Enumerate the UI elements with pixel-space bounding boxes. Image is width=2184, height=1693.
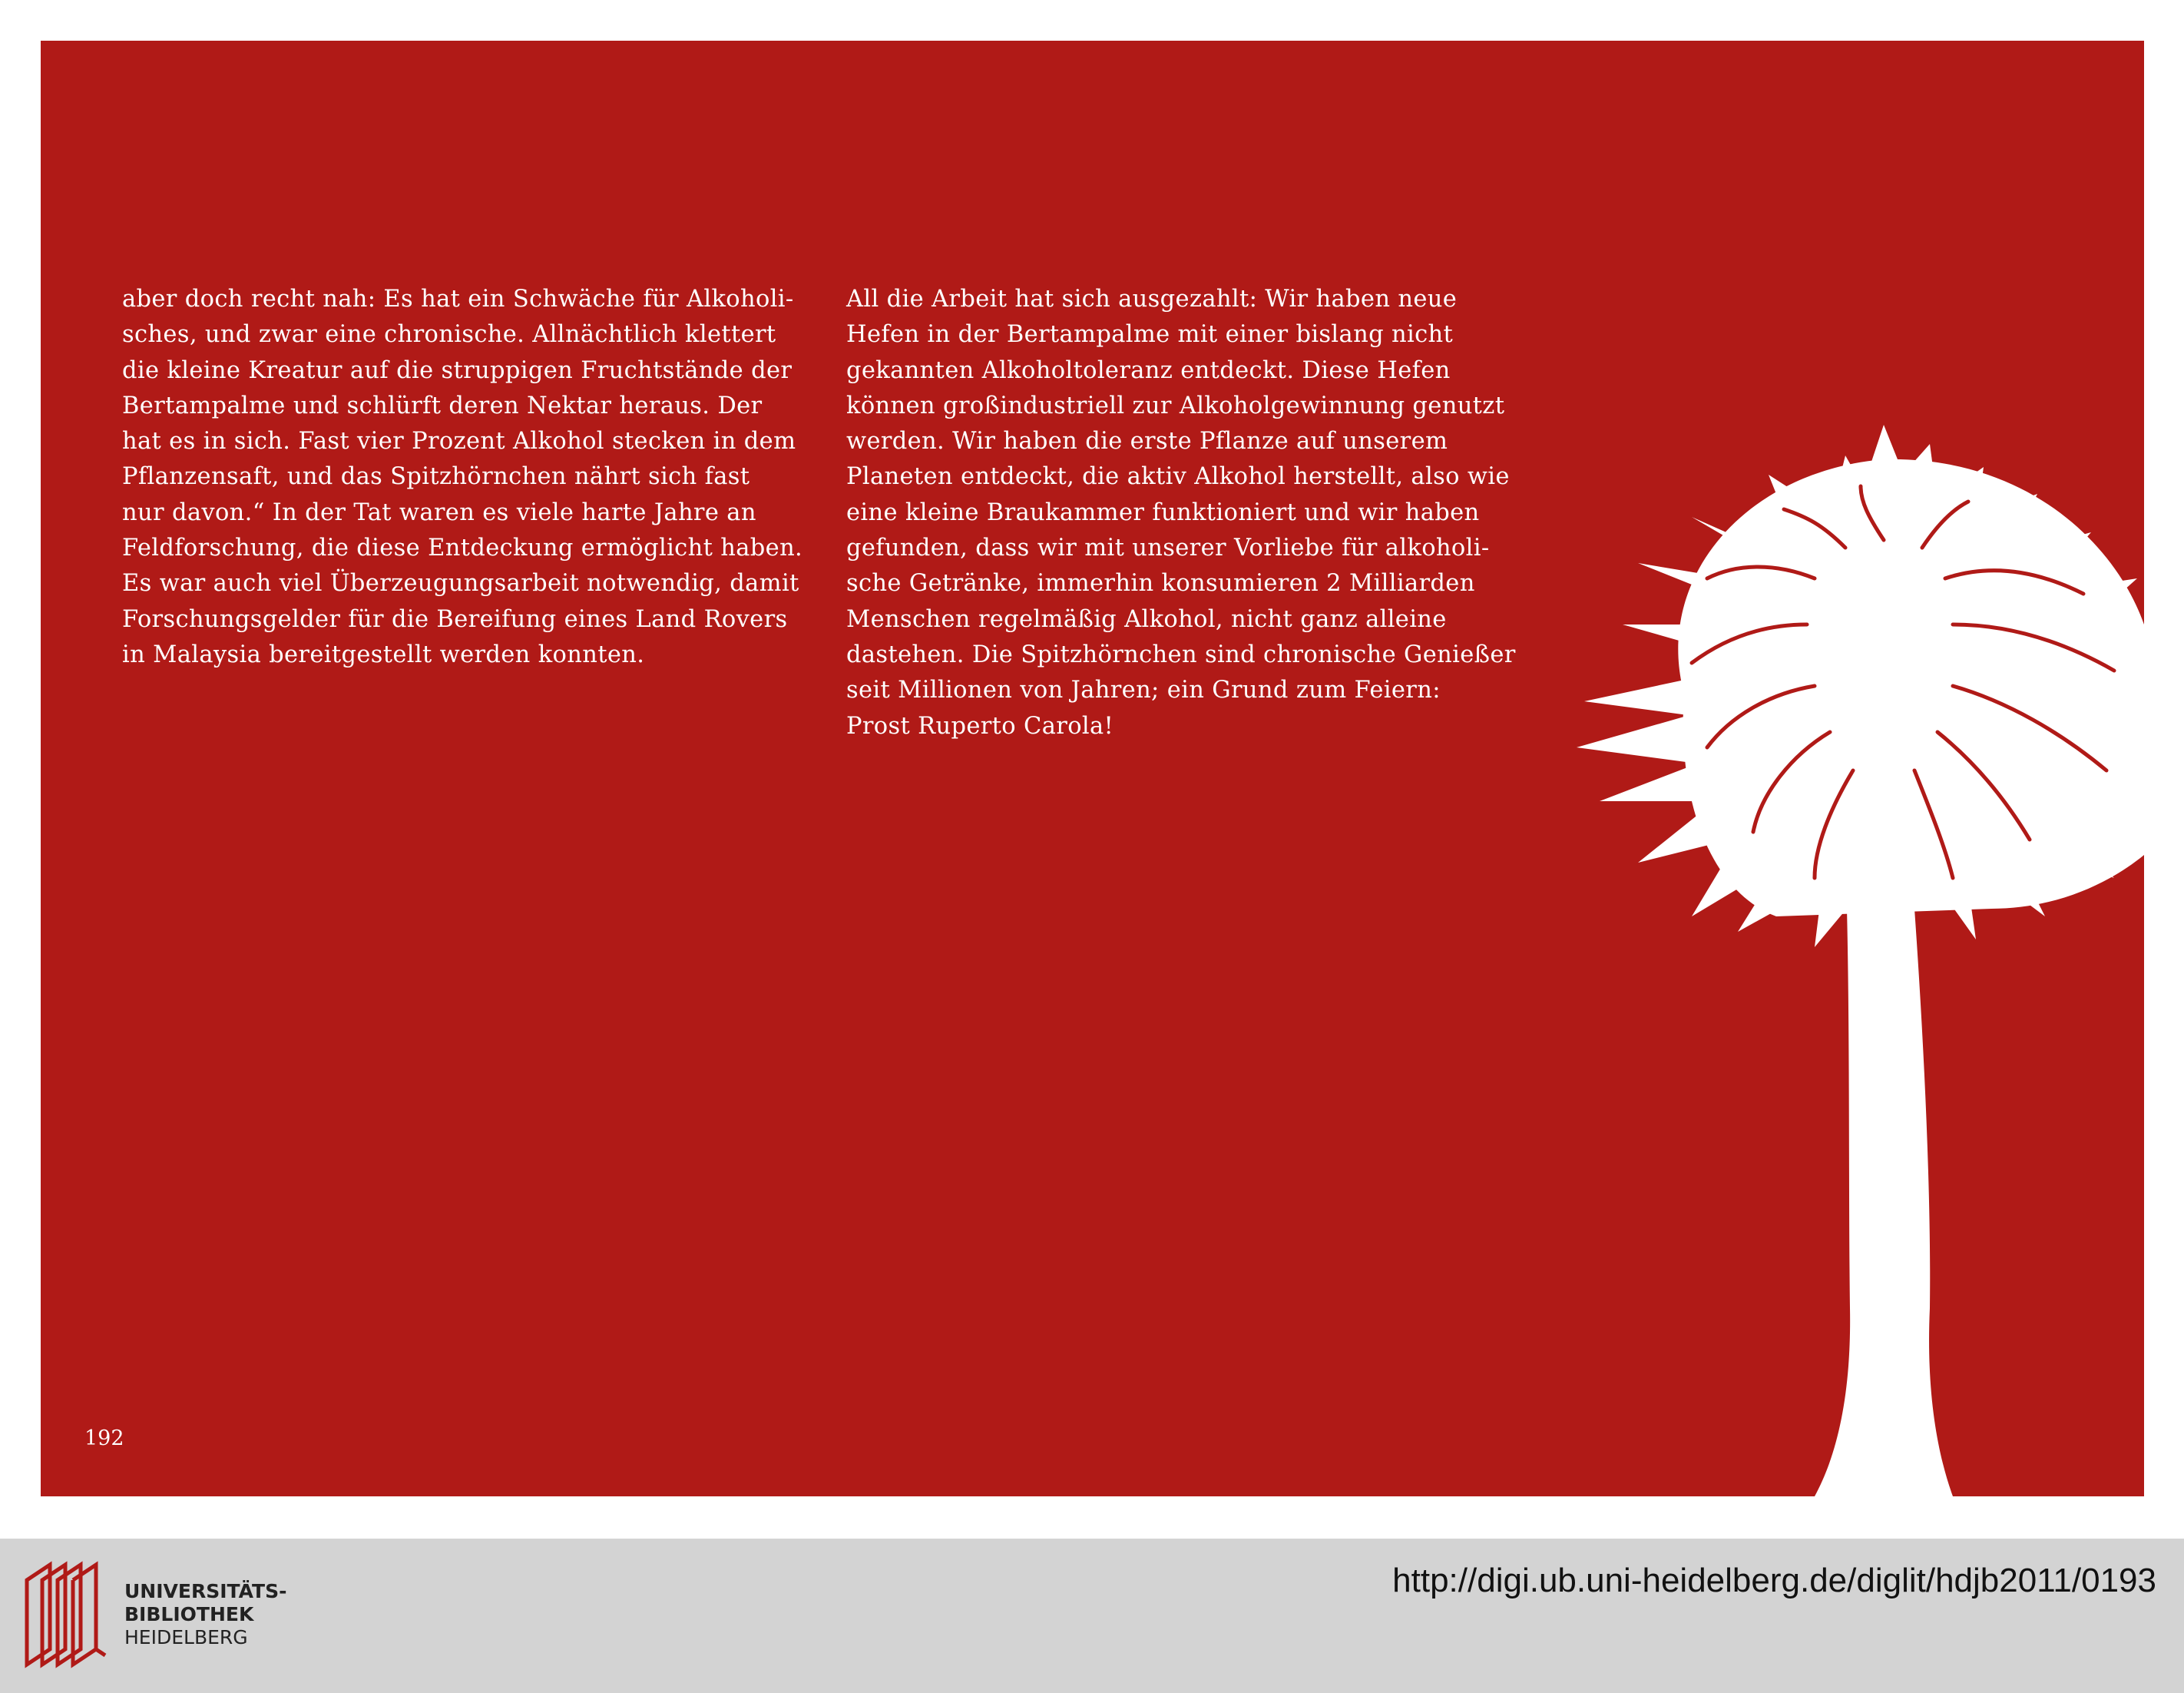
text-line: All die Arbeit hat sich ausgezahlt: Wir haben neue [846, 286, 1458, 313]
text-line: gefunden, dass wir mit unserer Vorliebe für alkoholi- [846, 535, 1490, 562]
text-line: in Malaysia bereitgestellt werden konnten. [122, 641, 645, 668]
text-line: Pflanzensaft, und das Spitzhörnchen nährt sich fast [122, 463, 750, 491]
text-line: Menschen regelmäßig Alkohol, nicht ganz alleine [846, 605, 1447, 633]
text-line: seit Millionen von Jahren; ein Grund zum Feiern: [846, 677, 1441, 704]
text-line: sches, und zwar eine chronische. Allnächtlich klettert [122, 321, 776, 349]
text-line: dastehen. Die Spitzhörnchen sind chronische Genießer [846, 641, 1516, 668]
text-line: werden. Wir haben die erste Pflanze auf unserem [846, 428, 1448, 456]
page-number: 192 [84, 1426, 124, 1450]
text-line: nur davon.“ In der Tat waren es viele harte Jahre an [122, 499, 756, 526]
book-page [41, 41, 2144, 1496]
text-line: Prost Ruperto Carola! [846, 712, 1114, 740]
text-line: eine kleine Braukammer funktioniert und wir haben [846, 499, 1480, 526]
library-name-line: BIBLIOTHEK [124, 1603, 254, 1625]
text-line: Hefen in der Bertampalme mit einer bislang nicht [846, 321, 1454, 349]
text-line: können großindustriell zur Alkoholgewinnung genutzt [846, 392, 1505, 419]
text-line: die kleine Kreatur auf die struppigen Fruchtstände der [122, 356, 793, 384]
library-name-line: HEIDELBERG [124, 1626, 248, 1648]
text-line: Es war auch viel Überzeugungsarbeit notwendig, damit [122, 570, 799, 598]
library-name-line: UNIVERSITÄTS- [124, 1580, 287, 1602]
text-line: sche Getränke, immerhin konsumieren 2 Milliarden [846, 570, 1475, 598]
palm-tree-illustration [41, 41, 2144, 1496]
text-line: Bertampalme und schlürft deren Nektar heraus. Der [122, 392, 763, 419]
library-footer [0, 1539, 2184, 1693]
text-line: Forschungsgelder für die Bereifung eines Land Rovers [122, 605, 788, 633]
text-line: hat es in sich. Fast vier Prozent Alkohol stecken in dem [122, 428, 796, 456]
text-line: aber doch recht nah: Es hat ein Schwäche für Alkoholi- [122, 286, 794, 313]
text-line: Planeten entdeckt, die aktiv Alkohol herstellt, also wie [846, 463, 1510, 491]
library-name [124, 1580, 286, 1649]
text-line: gekannten Alkoholtoleranz entdeckt. Diese Hefen [846, 356, 1451, 384]
document-url-link[interactable]: http://digi.ub.uni-heidelberg.de/diglit/hdjb2011/0193 [1392, 1562, 2156, 1599]
library-logo-icon [19, 1557, 111, 1674]
text-line: Feldforschung, die diese Entdeckung ermöglicht haben. [122, 535, 803, 562]
